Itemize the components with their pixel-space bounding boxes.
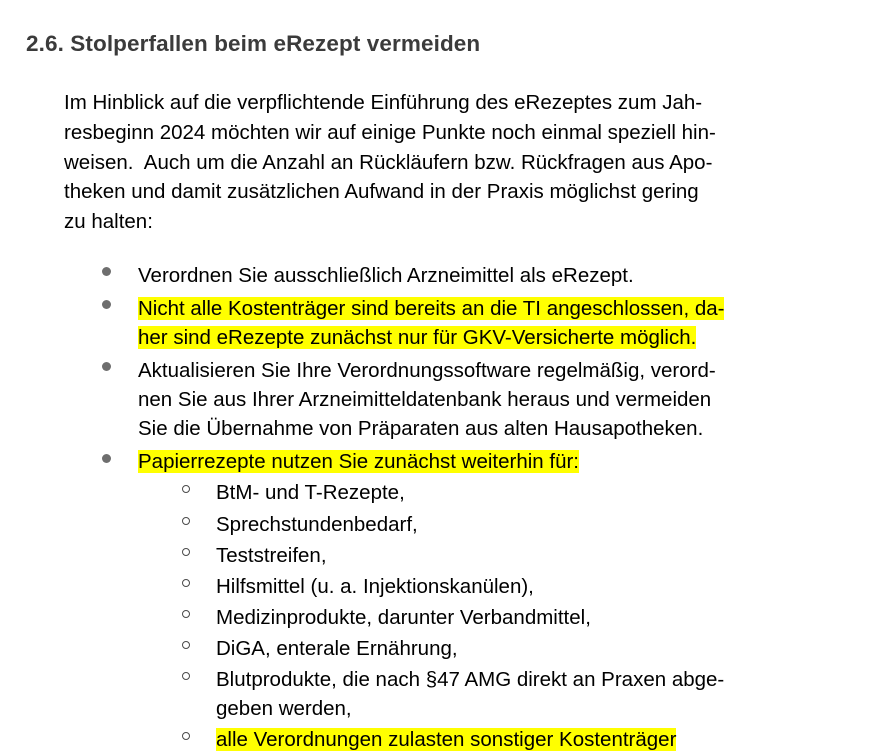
text-line: Aktualisieren Sie Ihre Verordnungssoftware regelmäßig, verord- (138, 359, 716, 383)
intro-line: weisen. Auch um die Anzahl an Rückläufern bzw. Rückfragen aus Apo- (64, 150, 713, 174)
highlighted-text: Papierrezepte nutzen Sie zunächst weiterhin für: (138, 450, 580, 474)
list-item-text (138, 294, 869, 352)
intro-line: Im Hinblick auf die verpflichtende Einführung des eRezeptes zum Jah- (64, 91, 703, 115)
sub-list-item (216, 634, 869, 663)
sub-list-item (216, 510, 869, 539)
bullet-circle-icon (182, 672, 190, 680)
intro-line: theken und damit zusätzlichen Aufwand in der Praxis möglichst gering (64, 180, 699, 204)
bullet-circle-icon (182, 641, 190, 649)
list-item (138, 447, 869, 754)
sub-list-item-text: BtM- und T-Rezepte, (216, 481, 405, 505)
bullet-circle-icon (182, 517, 190, 525)
intro-line: resbeginn 2024 möchten wir auf einige Punkte noch einmal speziell hin- (64, 120, 716, 144)
sub-list-item (216, 572, 869, 601)
section-heading: 2.6. Stolperfallen beim eRezept vermeiden (26, 31, 481, 56)
sub-list-item-text: DiGA, enterale Ernährung, (216, 637, 458, 661)
highlighted-text: her sind eRezepte zunächst nur für GKV-Versicherte möglich. (138, 325, 697, 349)
bullet-dot-icon (102, 267, 111, 276)
bullet-list (26, 261, 869, 754)
bullet-circle-icon (182, 548, 190, 556)
highlighted-text: Nicht alle Kostenträger sind bereits an die TI angeschlossen, da- (138, 296, 725, 320)
text-line (138, 447, 869, 476)
text-line (138, 294, 869, 323)
list-item (138, 261, 869, 290)
bullet-dot-icon (102, 362, 111, 371)
intro-paragraph (64, 88, 864, 237)
text-line: Blutprodukte, die nach §47 AMG direkt an Praxen abge- (216, 668, 725, 692)
bullet-circle-icon (182, 610, 190, 618)
sub-list-wrapper (138, 478, 869, 754)
bullet-dot-icon (102, 454, 111, 463)
list-item (138, 294, 869, 352)
sub-list-item-text (216, 665, 869, 723)
text-line (138, 323, 869, 352)
sub-list-item-text: Teststreifen, (216, 543, 327, 567)
text-line: geben werden, (216, 697, 352, 721)
sub-list-item-text: Sprechstundenbedarf, (216, 512, 418, 536)
bullet-circle-icon (182, 579, 190, 587)
sub-list-item-text: Hilfsmittel (u. a. Injektionskanülen), (216, 574, 534, 598)
list-item-text (138, 261, 869, 290)
sub-list-item (216, 541, 869, 570)
list-item-text (138, 356, 869, 443)
highlighted-text: alle Verordnungen zulasten sonstiger Kostenträger (216, 728, 677, 752)
text-line: nen Sie aus Ihrer Arzneimitteldatenbank heraus und vermeiden (138, 388, 712, 412)
sub-list-item (216, 478, 869, 507)
bullet-circle-icon (182, 732, 190, 740)
intro-line: zu halten: (64, 210, 153, 233)
list-item-text (138, 447, 869, 476)
list-item (138, 356, 869, 443)
bullet-circle-icon (182, 485, 190, 493)
sub-list-item (216, 725, 869, 754)
bullet-dot-icon (102, 300, 111, 309)
text-line: Verordnen Sie ausschließlich Arzneimittel als eRezept. (138, 263, 634, 287)
sub-list-item (216, 665, 869, 723)
sub-bullet-list (138, 478, 869, 754)
sub-list-item (216, 603, 869, 632)
sub-list-item-text: Medizinprodukte, darunter Verbandmittel, (216, 605, 591, 629)
text-line: Sie die Übernahme von Präparaten aus alten Hausapotheken. (138, 417, 704, 441)
